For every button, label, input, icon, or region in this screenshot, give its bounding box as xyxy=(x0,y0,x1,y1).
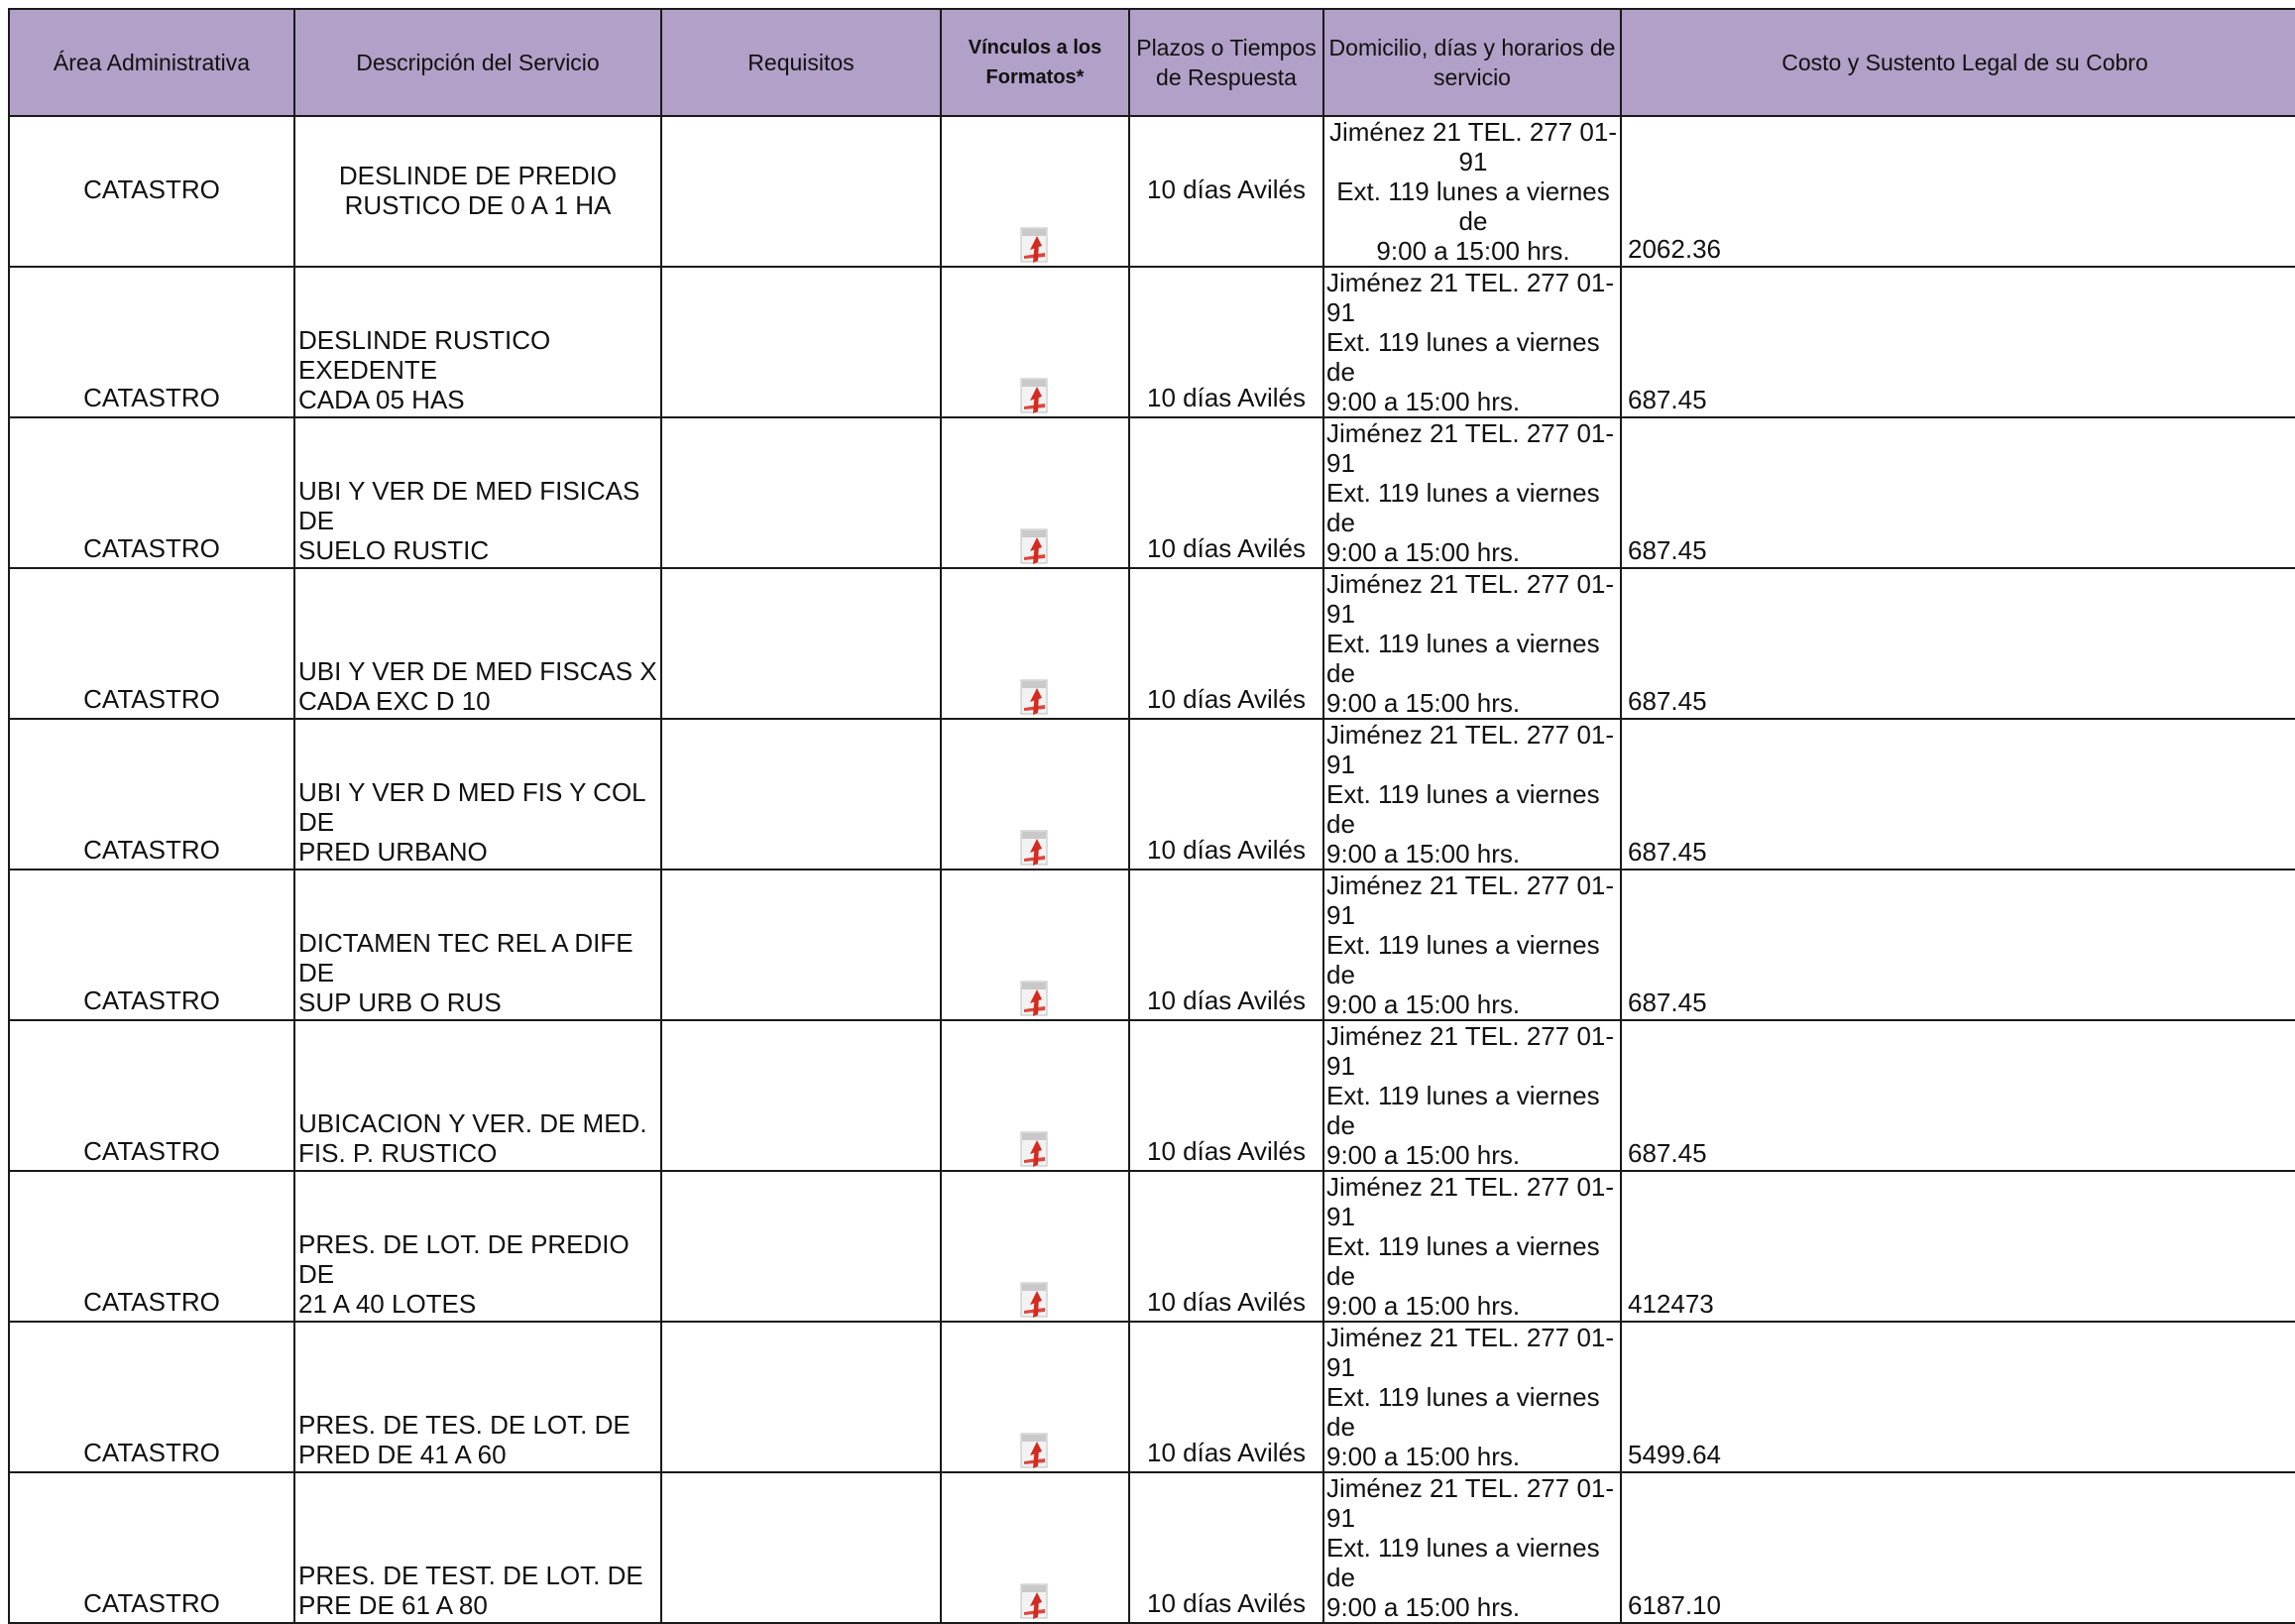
requisitos-cell xyxy=(661,267,941,417)
domicilio-cell: Jiménez 21 TEL. 277 01-91 Ext. 119 lunes a viernes de 9:00 a 15:00 hrs. xyxy=(1323,1472,1621,1623)
requisitos-cell xyxy=(661,116,941,267)
pdf-file-icon[interactable] xyxy=(1018,527,1052,567)
costo-cell: 687.45 xyxy=(1621,417,2295,568)
costo-cell: 2062.36 xyxy=(1621,116,2295,267)
formato-link-cell[interactable] xyxy=(941,870,1129,1020)
descripcion-cell: UBI Y VER D MED FIS Y COL DE PRED URBANO xyxy=(294,719,661,870)
domicilio-cell: Jiménez 21 TEL. 277 01-91 Ext. 119 lunes a viernes de 9:00 a 15:00 hrs. xyxy=(1323,267,1621,417)
costo-cell: 687.45 xyxy=(1621,1020,2295,1171)
table-row xyxy=(9,1171,2295,1322)
formato-link-cell[interactable] xyxy=(941,267,1129,417)
area-cell: CATASTRO xyxy=(9,870,294,1020)
area-cell: CATASTRO xyxy=(9,1020,294,1171)
table-row xyxy=(9,116,2295,267)
header-costo: Costo y Sustento Legal de su Cobro xyxy=(1621,9,2295,116)
plazo-cell: 10 días Avilés xyxy=(1129,267,1323,417)
plazo-cell: 10 días Avilés xyxy=(1129,1020,1323,1171)
pdf-file-icon[interactable] xyxy=(1018,829,1052,869)
formato-link-cell[interactable] xyxy=(941,1020,1129,1171)
requisitos-cell xyxy=(661,719,941,870)
table-row xyxy=(9,568,2295,719)
costo-cell: 687.45 xyxy=(1621,568,2295,719)
plazo-cell: 10 días Avilés xyxy=(1129,116,1323,267)
pdf-file-icon[interactable] xyxy=(1018,678,1052,718)
pdf-file-icon[interactable] xyxy=(1018,1281,1052,1321)
descripcion-cell: DICTAMEN TEC REL A DIFE DE SUP URB O RUS xyxy=(294,870,661,1020)
requisitos-cell xyxy=(661,1020,941,1171)
header-area: Área Administrativa xyxy=(9,9,294,116)
descripcion-cell: PRES. DE LOT. DE PREDIO DE 21 A 40 LOTES xyxy=(294,1171,661,1322)
domicilio-cell: Jiménez 21 TEL. 277 01-91 Ext. 119 lunes a viernes de 9:00 a 15:00 hrs. xyxy=(1323,417,1621,568)
costo-cell: 687.45 xyxy=(1621,719,2295,870)
domicilio-cell: Jiménez 21 TEL. 277 01-91 Ext. 119 lunes a viernes de 9:00 a 15:00 hrs. xyxy=(1323,568,1621,719)
costo-cell: 687.45 xyxy=(1621,267,2295,417)
pdf-file-icon[interactable] xyxy=(1018,1582,1052,1622)
costo-cell: 5499.64 xyxy=(1621,1322,2295,1472)
formato-link-cell[interactable] xyxy=(941,719,1129,870)
plazo-cell: 10 días Avilés xyxy=(1129,1322,1323,1472)
header-domicilio: Domicilio, días y horarios de servicio xyxy=(1323,9,1621,116)
area-cell: CATASTRO xyxy=(9,1322,294,1472)
requisitos-cell xyxy=(661,870,941,1020)
header-vinculos: Vínculos a los Formatos* xyxy=(941,9,1129,116)
requisitos-cell xyxy=(661,1322,941,1472)
requisitos-cell xyxy=(661,1472,941,1623)
area-cell: CATASTRO xyxy=(9,267,294,417)
table-row xyxy=(9,1322,2295,1472)
requisitos-cell xyxy=(661,568,941,719)
header-requisitos: Requisitos xyxy=(661,9,941,116)
costo-cell: 687.45 xyxy=(1621,870,2295,1020)
descripcion-cell: UBICACION Y VER. DE MED. FIS. P. RUSTICO xyxy=(294,1020,661,1171)
costo-cell: 412473 xyxy=(1621,1171,2295,1322)
pdf-file-icon[interactable] xyxy=(1018,1432,1052,1471)
descripcion-cell: PRES. DE TEST. DE LOT. DE PRE DE 61 A 80 xyxy=(294,1472,661,1623)
table-row xyxy=(9,417,2295,568)
domicilio-cell: Jiménez 21 TEL. 277 01-91 Ext. 119 lunes a viernes de 9:00 a 15:00 hrs. xyxy=(1323,1171,1621,1322)
domicilio-cell: Jiménez 21 TEL. 277 01-91 Ext. 119 lunes a viernes de 9:00 a 15:00 hrs. xyxy=(1323,870,1621,1020)
header-plazos: Plazos o Tiempos de Respuesta xyxy=(1129,9,1323,116)
table-row xyxy=(9,267,2295,417)
formato-link-cell[interactable] xyxy=(941,116,1129,267)
table-row xyxy=(9,1020,2295,1171)
formato-link-cell[interactable] xyxy=(941,1171,1129,1322)
services-table xyxy=(8,8,2295,1624)
header-descripcion: Descripción del Servicio xyxy=(294,9,661,116)
domicilio-cell: Jiménez 21 TEL. 277 01-91 Ext. 119 lunes a viernes de 9:00 a 15:00 hrs. xyxy=(1323,1322,1621,1472)
area-cell: CATASTRO xyxy=(9,116,294,267)
formato-link-cell[interactable] xyxy=(941,1322,1129,1472)
domicilio-cell: Jiménez 21 TEL. 277 01-91 Ext. 119 lunes a viernes de 9:00 a 15:00 hrs. xyxy=(1323,719,1621,870)
plazo-cell: 10 días Avilés xyxy=(1129,417,1323,568)
plazo-cell: 10 días Avilés xyxy=(1129,1171,1323,1322)
domicilio-cell: Jiménez 21 TEL. 277 01-91 Ext. 119 lunes a viernes de 9:00 a 15:00 hrs. xyxy=(1323,116,1621,267)
descripcion-cell: UBI Y VER DE MED FISICAS DE SUELO RUSTIC xyxy=(294,417,661,568)
plazo-cell: 10 días Avilés xyxy=(1129,568,1323,719)
requisitos-cell xyxy=(661,417,941,568)
pdf-file-icon[interactable] xyxy=(1018,1130,1052,1170)
plazo-cell: 10 días Avilés xyxy=(1129,870,1323,1020)
table-row xyxy=(9,719,2295,870)
area-cell: CATASTRO xyxy=(9,568,294,719)
descripcion-cell: DESLINDE DE PREDIO RUSTICO DE 0 A 1 HA xyxy=(294,116,661,267)
descripcion-cell: UBI Y VER DE MED FISCAS X CADA EXC D 10 xyxy=(294,568,661,719)
area-cell: CATASTRO xyxy=(9,1171,294,1322)
formato-link-cell[interactable] xyxy=(941,417,1129,568)
table-body xyxy=(9,116,2295,1623)
header-row xyxy=(9,9,2295,116)
pdf-file-icon[interactable] xyxy=(1018,226,1052,266)
area-cell: CATASTRO xyxy=(9,417,294,568)
requisitos-cell xyxy=(661,1171,941,1322)
domicilio-cell: Jiménez 21 TEL. 277 01-91 Ext. 119 lunes a viernes de 9:00 a 15:00 hrs. xyxy=(1323,1020,1621,1171)
table-row xyxy=(9,1472,2295,1623)
plazo-cell: 10 días Avilés xyxy=(1129,1472,1323,1623)
table-row xyxy=(9,870,2295,1020)
costo-cell: 6187.10 xyxy=(1621,1472,2295,1623)
area-cell: CATASTRO xyxy=(9,1472,294,1623)
descripcion-cell: DESLINDE RUSTICO EXEDENTE CADA 05 HAS xyxy=(294,267,661,417)
area-cell: CATASTRO xyxy=(9,719,294,870)
formato-link-cell[interactable] xyxy=(941,568,1129,719)
descripcion-cell: PRES. DE TES. DE LOT. DE PRED DE 41 A 60 xyxy=(294,1322,661,1472)
pdf-file-icon[interactable] xyxy=(1018,980,1052,1019)
plazo-cell: 10 días Avilés xyxy=(1129,719,1323,870)
pdf-file-icon[interactable] xyxy=(1018,377,1052,416)
formato-link-cell[interactable] xyxy=(941,1472,1129,1623)
